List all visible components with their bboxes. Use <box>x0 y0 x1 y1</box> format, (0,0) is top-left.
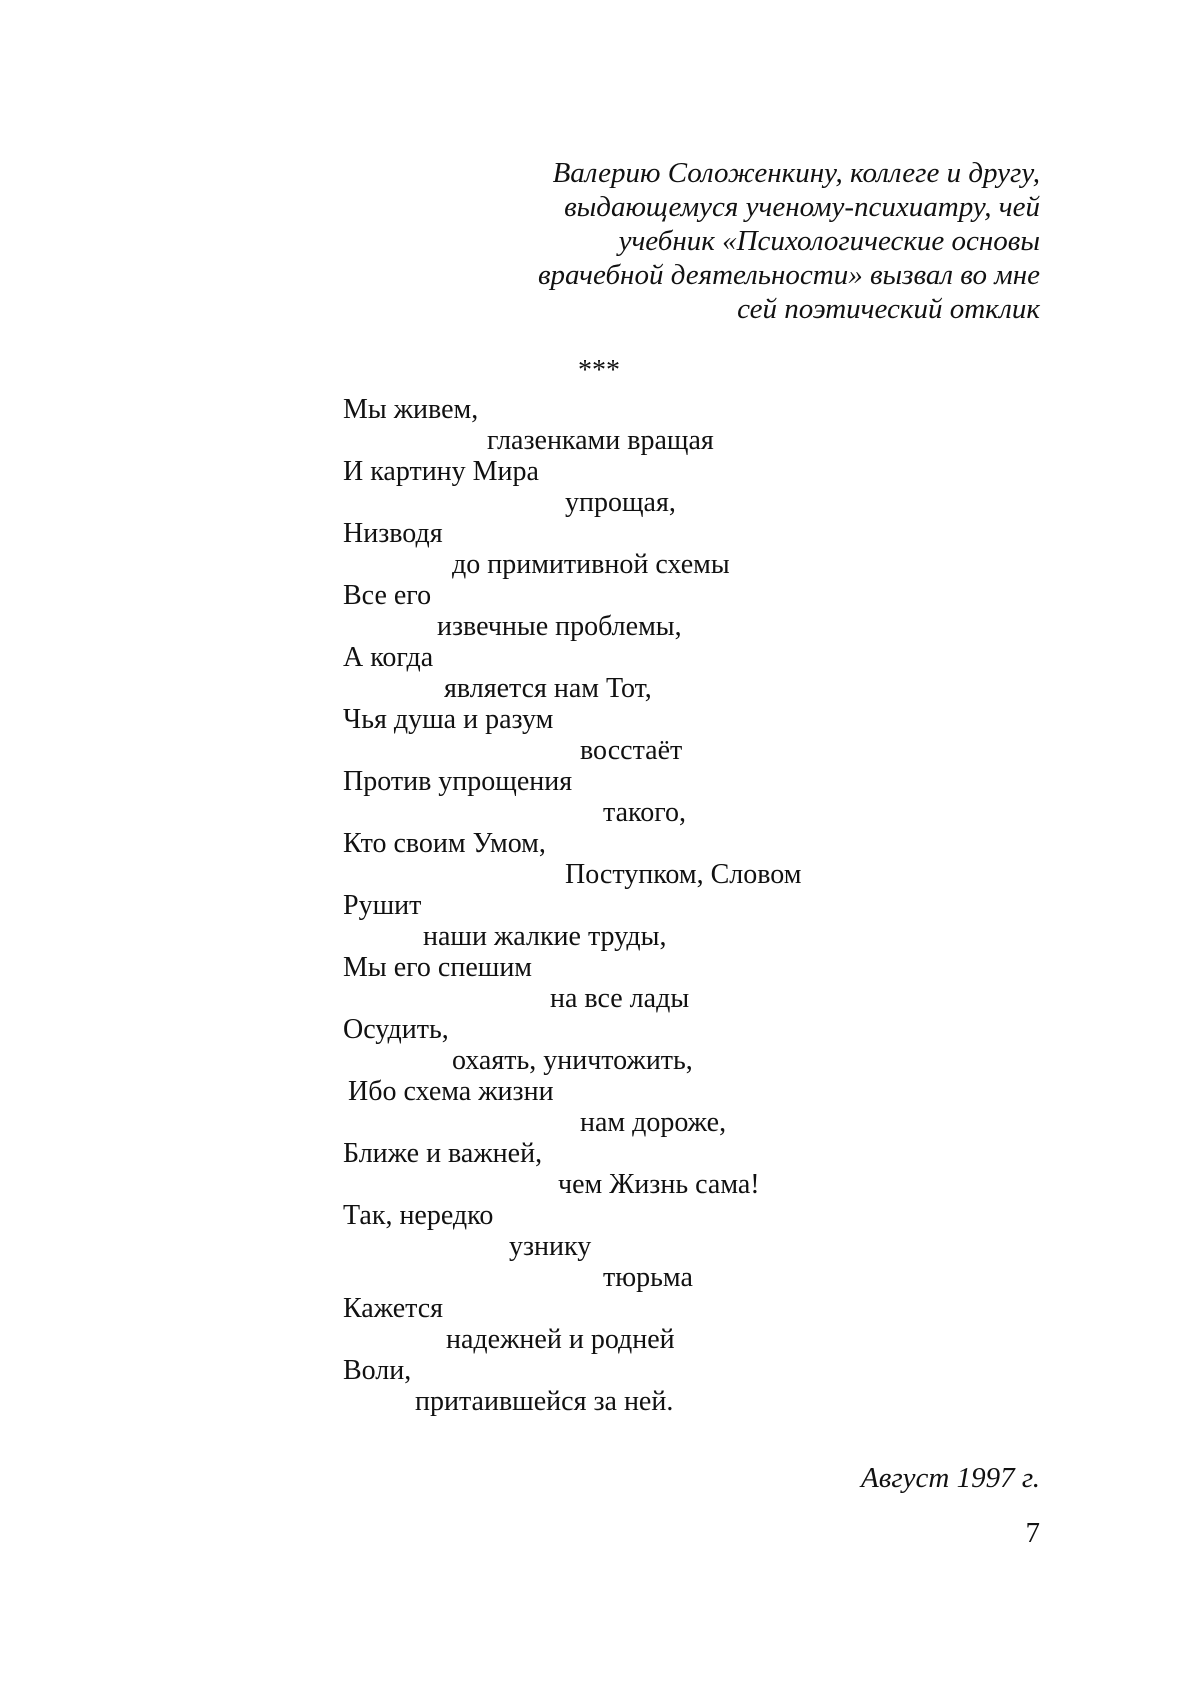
poem-line: Мы живем, <box>343 394 479 425</box>
poem-line: извечные проблемы, <box>437 611 682 642</box>
poem-line: наши жалкие труды, <box>423 921 667 952</box>
poem-line: Рушит <box>343 890 422 921</box>
poem-line: Низводя <box>343 518 443 549</box>
poem-line: узнику <box>509 1231 592 1262</box>
dedication-line: сей поэтический отклик <box>737 293 1040 325</box>
poem-line: Против упрощения <box>343 766 573 797</box>
poem-line: глазенками вращая <box>487 425 714 456</box>
poem-line: охаять, уничтожить, <box>452 1045 693 1076</box>
poem-line: на все лады <box>550 983 690 1014</box>
poem-line: Все его <box>343 580 432 611</box>
page-number: 7 <box>1025 1517 1040 1549</box>
poem-line: Поступком, Словом <box>565 859 802 890</box>
poem-line: надежней и родней <box>446 1324 675 1355</box>
dedication-line: учебник «Психологические основы <box>618 225 1040 257</box>
dedication <box>420 156 1040 326</box>
poem-line: до примитивной схемы <box>452 549 730 580</box>
poem-line: является нам Тот, <box>444 673 652 704</box>
dedication-line: врачебной деятельности» вызвал во мне <box>537 259 1040 291</box>
poem-line: Чья душа и разум <box>343 704 554 735</box>
poem-line: тюрьма <box>603 1262 693 1293</box>
poem-line: Ближе и важней, <box>343 1138 543 1169</box>
dedication-line: Валерию Соложенкину, коллеге и другу, <box>552 157 1040 189</box>
poem-line: Воли, <box>343 1355 412 1386</box>
poem-line: чем Жизнь сама! <box>558 1169 760 1200</box>
poem-line: Ибо схема жизни <box>348 1076 554 1107</box>
poem-line: нам дороже, <box>580 1107 727 1138</box>
dedication-line: выдающемуся ученому-психиатру, чей <box>564 191 1040 223</box>
poem-line: И картину Мира <box>343 456 539 487</box>
poem-line: такого, <box>603 797 686 828</box>
poem-line: Осудить, <box>343 1014 449 1045</box>
poem-line: Кто своим Умом, <box>343 828 546 859</box>
poem-line: А когда <box>343 642 434 673</box>
poem-line: Мы его спешим <box>343 952 533 983</box>
poem-line: восстаёт <box>580 735 683 766</box>
poem-line: Так, нередко <box>343 1200 494 1231</box>
poem-date: Август 1997 г. <box>861 1462 1040 1494</box>
poem-line: Кажется <box>343 1293 444 1324</box>
poem-line: притаившейся за ней. <box>415 1386 674 1417</box>
poem-separator: *** <box>578 355 620 386</box>
poem-line: упрощая, <box>565 487 676 518</box>
